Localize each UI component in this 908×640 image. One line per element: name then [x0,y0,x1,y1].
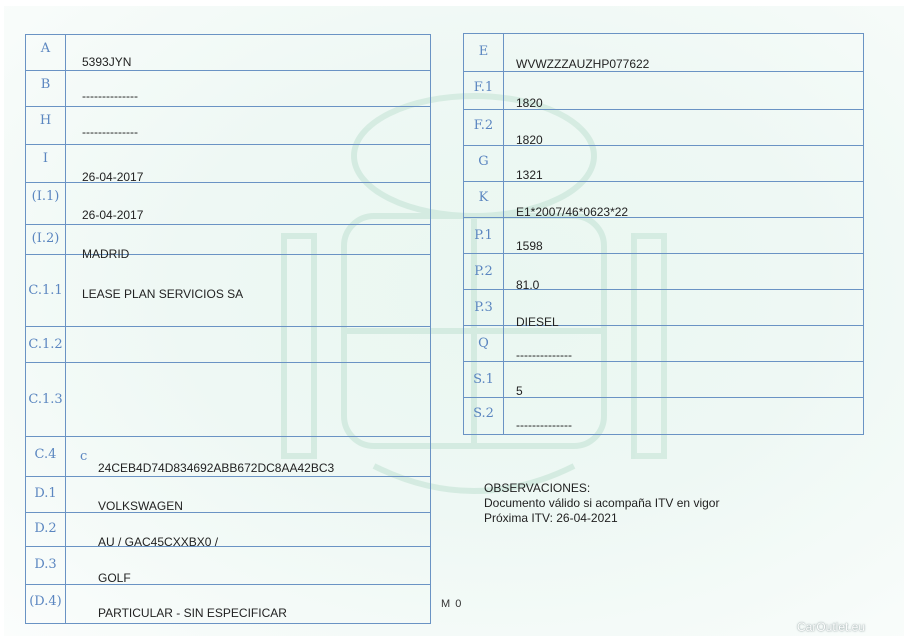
field-code: S.1 [464,362,504,397]
field-value: 1321 [516,168,543,182]
field-value: GOLF [98,571,131,585]
row-p3 [464,290,863,329]
field-code: C.1.3 [26,363,66,436]
row-s1 [464,362,863,398]
row-f2 [464,110,863,146]
field-code: (I.1) [26,183,66,224]
row-s2 [464,398,863,434]
row-b [26,71,430,107]
field-value: 26-04-2017 [82,170,144,184]
row-q [464,326,863,362]
brand-watermark: CarOutlet.eu [797,620,866,634]
field-code: C.1.1 [26,255,66,326]
row-i1 [26,183,430,225]
row-i2 [26,225,430,261]
field-code: (I.2) [26,225,66,254]
row-d4 [26,585,430,623]
field-code: (D.4) [26,585,66,623]
field-value: MADRID [82,247,130,261]
row-i [26,145,430,183]
field-value: 81.0 [516,278,540,292]
field-code: A [26,35,66,70]
field-value: AU / GAC45CXXBX0 / [98,535,219,549]
observaciones-line-2: Próxima ITV: 26-04-2021 [484,511,618,525]
field-value: LEASE PLAN SERVICIOS SA [82,287,244,301]
observaciones-line-1: Documento válido si acompaña ITV en vigor [484,496,720,510]
row-c4 [26,437,430,477]
field-value: 5393JYN [82,55,132,69]
row-k [464,182,863,218]
field-code: F.2 [464,110,504,145]
row-d1 [26,477,430,513]
observaciones-title: OBSERVACIONES: [484,481,591,495]
row-h [26,107,430,145]
row-d2 [26,513,430,547]
row-c12 [26,327,430,363]
field-code: I [26,145,66,182]
field-value: -------------- [82,125,138,139]
field-value: 5 [516,384,523,398]
field-code: C.1.2 [26,327,66,362]
field-value: 24CEB4D74D834692ABB672DC8AA42BC3 [98,461,335,475]
field-code: Q [464,326,504,361]
field-value: WVWZZZAUZHP077622 [516,57,650,71]
field-value: -------------- [516,348,572,362]
field-value: 1598 [516,239,543,253]
field-value: 26-04-2017 [82,208,144,222]
field-value: 1820 [516,133,543,147]
mark-text: M 0 [441,598,463,610]
field-code: C.4 [26,437,66,476]
field-code: F.1 [464,72,504,109]
row-a [26,35,430,71]
row-f1 [464,72,863,110]
field-code: D.3 [26,547,66,584]
field-code: B [26,71,66,106]
field-code: P.1 [464,218,504,253]
field-value: -------------- [82,89,138,103]
row-p1 [464,218,863,254]
field-code: H [26,107,66,144]
field-code: P.2 [464,254,504,289]
field-subcode: c [80,449,88,464]
row-d3 [26,547,430,585]
row-c13 [26,363,430,437]
field-value: 1820 [516,96,543,110]
left-data-table [25,34,431,624]
field-code: P.3 [464,290,504,325]
field-code: S.2 [464,398,504,434]
row-p2 [464,254,863,290]
field-value: E1*2007/46*0623*22 [516,205,629,219]
field-value: VOLKSWAGEN [98,499,183,513]
field-value: PARTICULAR - SIN ESPECIFICAR [98,606,287,620]
row-c11 [26,255,430,327]
right-data-table [463,33,864,435]
row-e [464,34,863,72]
field-value: DIESEL [516,315,559,329]
field-code: G [464,146,504,181]
field-code: D.1 [26,477,66,512]
field-value: -------------- [516,418,572,432]
row-g [464,146,863,182]
field-code: E [464,34,504,71]
observaciones-block [484,481,719,526]
field-code: D.2 [26,513,66,546]
field-code: K [464,182,504,217]
